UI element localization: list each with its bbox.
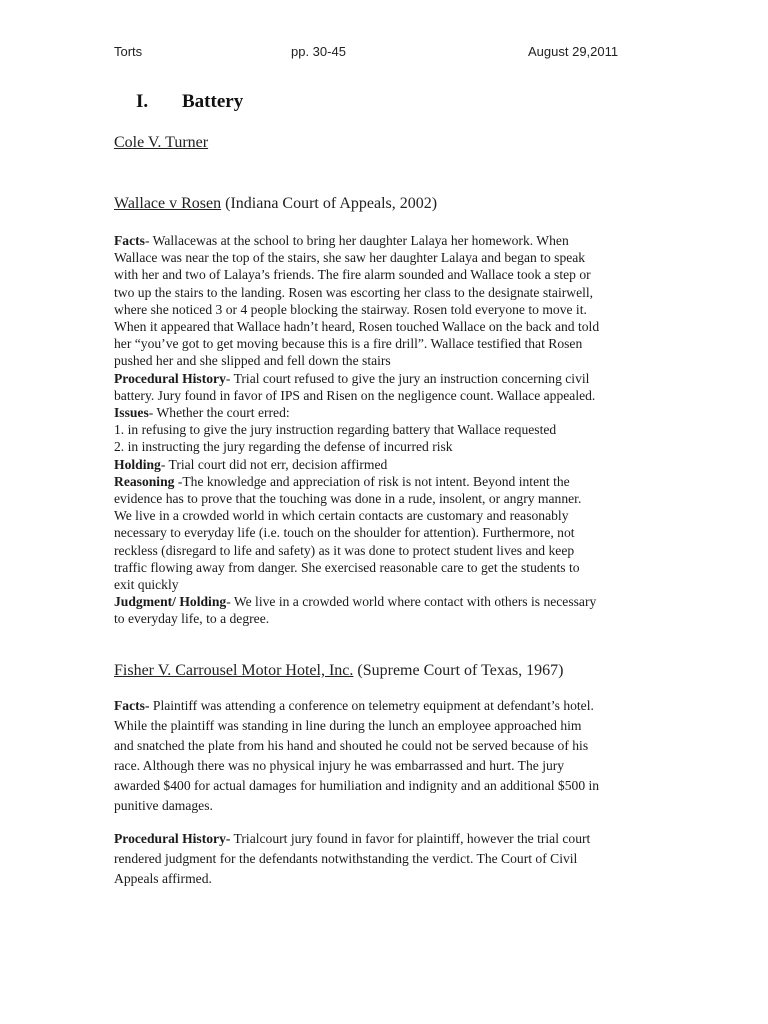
line-text: 2. in instructing the jury regarding the defense of incurred risk xyxy=(114,439,453,455)
facts-line: While the plaintiff was standing in line during the lunch an employee approached him xyxy=(114,718,582,733)
line-label: Reasoning xyxy=(114,473,175,489)
brief-line xyxy=(114,301,654,318)
section-number: I. xyxy=(136,91,149,112)
case-title-fisher xyxy=(114,662,564,680)
line-text: - Whether the court erred: xyxy=(148,405,290,421)
brief-line xyxy=(114,610,654,627)
procedural-line xyxy=(114,829,662,849)
procedural-label: Procedural History- xyxy=(114,831,231,846)
line-text: necessary to everyday life (i.e. touch on the shoulder for attention). Furthermore, not xyxy=(114,525,575,541)
brief-line xyxy=(114,507,654,524)
line-text: traffic flowing away from danger. She exercised reasonable care to get the students to xyxy=(114,559,580,575)
line-text: When it appeared that Wallace hadn’t heard, Rosen touched Wallace on the back and told xyxy=(114,319,600,335)
line-text: evidence has to prove that the touching was done in a rude, insolent, or angry manner. xyxy=(114,491,582,507)
procedural-line: Appeals affirmed. xyxy=(114,871,212,886)
line-label: Issues xyxy=(114,405,149,421)
wallace-brief xyxy=(114,232,654,628)
brief-line xyxy=(114,404,654,421)
brief-line xyxy=(114,335,654,352)
brief-line xyxy=(114,559,654,576)
section-heading xyxy=(136,91,243,113)
facts-line: race. Although there was no physical injury he was embarrassed and hurt. The jury xyxy=(114,758,565,773)
line-text: We live in a crowded world in which certain contacts are customary and reasonably xyxy=(114,508,569,524)
facts-line: awarded $400 for actual damages for humiliation and indignity and an additional $500 in xyxy=(114,778,600,793)
case-name: Fisher V. Carrousel Motor Hotel, Inc. xyxy=(114,662,354,679)
brief-line xyxy=(114,490,654,507)
line-text: -The knowledge and appreciation of risk is not intent. Beyond intent the xyxy=(174,473,570,489)
case-name: Cole V. Turner xyxy=(114,134,209,151)
line-label: Facts xyxy=(114,233,145,248)
line-text: - Trial court refused to give the jury an instruction concerning civil xyxy=(225,370,590,386)
brief-line xyxy=(114,576,654,593)
line-text: Trialcourt jury found in favor for plaintiff, however the trial court xyxy=(230,831,591,846)
facts-label: Facts- xyxy=(114,698,150,713)
header-date: August 29,2011 xyxy=(528,44,619,59)
line-text: Plaintiff was attending a conference on telemetry equipment at defendant’s hotel. xyxy=(149,698,594,713)
line-text: 1. in refusing to give the jury instruction regarding battery that Wallace requested xyxy=(114,422,557,438)
line-text: reckless (disregard to life and safety) as it was done to protect student lives and keep xyxy=(114,542,575,558)
brief-line xyxy=(114,249,654,266)
line-text: where she noticed 3 or 4 people blocking the stairway. Rosen told everyone to move it. xyxy=(114,301,587,317)
brief-line xyxy=(114,593,654,610)
brief-line xyxy=(114,387,654,404)
page-header xyxy=(0,44,768,64)
fisher-facts xyxy=(114,696,662,816)
line-text: - We live in a crowded world where contact with others is necessary xyxy=(226,594,597,610)
facts-line xyxy=(114,696,662,716)
line-text: two up the stairs to the landing. Rosen was escorting her class to the designate stairwell, xyxy=(114,284,594,300)
brief-line xyxy=(114,352,654,369)
line-text: Wallace was near the top of the stairs, she saw her daughter Lalaya and began to speak xyxy=(114,250,586,266)
procedural-line: rendered judgment for the defendants notwithstanding the verdict. The Court of Civil xyxy=(114,851,578,866)
case-title-cole xyxy=(114,134,208,152)
line-text: pushed her and she slipped and fell down the stairs xyxy=(114,353,391,369)
line-text: her “you’ve got to get moving because this is a fire drill”. Wallace testified that Rosen xyxy=(114,336,583,352)
page-range: pp. 30-45 xyxy=(291,44,346,59)
brief-line xyxy=(114,232,654,249)
brief-line xyxy=(114,473,654,490)
line-text: to everyday life, to a degree. xyxy=(114,611,270,627)
facts-line: and snatched the plate from his hand and shouted he could not be served because of his xyxy=(114,738,589,753)
line-label: Holding xyxy=(114,456,161,472)
brief-line xyxy=(114,421,654,438)
brief-line xyxy=(114,266,654,283)
facts-line: punitive damages. xyxy=(114,798,213,813)
line-text: - Trial court did not err, decision affirmed xyxy=(160,456,388,472)
line-text: battery. Jury found in favor of IPS and Risen on the negligence count. Wallace appealed. xyxy=(114,387,596,403)
case-court: (Indiana Court of Appeals, 2002) xyxy=(221,195,438,212)
section-title: Battery xyxy=(182,91,244,112)
brief-line xyxy=(114,370,654,387)
brief-line xyxy=(114,542,654,559)
line-text: - Wallacewas at the school to bring her daughter Lalaya her homework. When xyxy=(144,233,569,248)
case-name: Wallace v Rosen xyxy=(114,195,222,212)
line-text: exit quickly xyxy=(114,577,179,593)
line-label: Procedural History xyxy=(114,370,226,386)
line-label: Judgment/ Holding xyxy=(114,594,227,610)
case-court: (Supreme Court of Texas, 1967) xyxy=(353,662,564,679)
brief-line xyxy=(114,524,654,541)
case-title-wallace xyxy=(114,195,437,213)
line-text: with her and two of Lalaya’s friends. The fire alarm sounded and Wallace took a step or xyxy=(114,267,591,283)
brief-line xyxy=(114,318,654,335)
brief-line xyxy=(114,456,654,473)
course-name: Torts xyxy=(114,44,143,59)
fisher-procedural-history xyxy=(114,829,662,889)
brief-line xyxy=(114,438,654,455)
brief-line xyxy=(114,284,654,301)
